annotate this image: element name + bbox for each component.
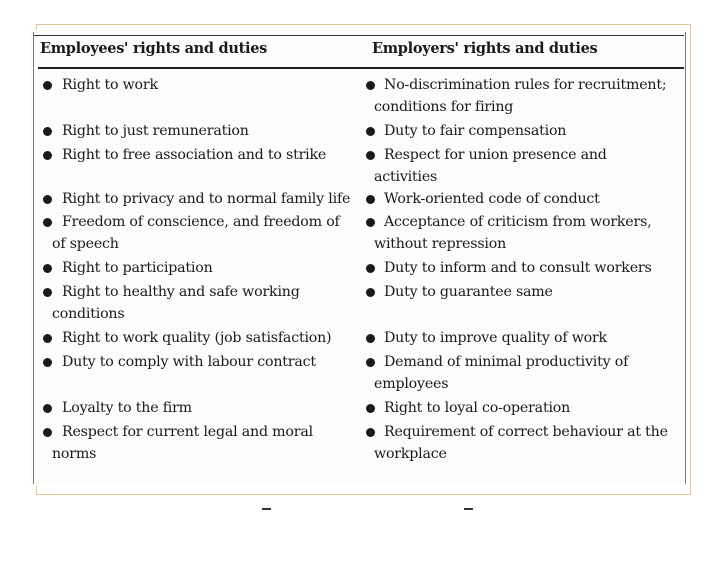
right-list-item-text: Duty to guarantee same xyxy=(384,284,553,300)
right-list-item-text: Respect for union presence and xyxy=(384,147,607,163)
bullet-icon xyxy=(366,81,375,90)
bullet-icon xyxy=(43,218,52,227)
left-list-item-text: Freedom of conscience, and freedom of xyxy=(62,214,340,230)
table-top-rule xyxy=(34,35,684,36)
bullet-icon xyxy=(366,264,375,273)
right-list-item xyxy=(384,397,570,419)
right-list-item xyxy=(374,211,652,255)
left-list-item xyxy=(52,421,313,465)
bullet-icon xyxy=(366,151,375,160)
right-list-item xyxy=(374,144,607,188)
left-list-item xyxy=(62,351,316,373)
bullet-icon xyxy=(366,358,375,367)
left-column-header: Employees' rights and duties xyxy=(40,40,267,57)
right-column-header: Employers' rights and duties xyxy=(372,40,598,57)
table-left-border xyxy=(33,32,34,484)
bullet-icon xyxy=(366,428,375,437)
right-list-item-text: without repression xyxy=(374,236,507,252)
scanned-table xyxy=(30,30,688,486)
right-list-item-text: employees xyxy=(374,376,449,392)
left-list-item-text: norms xyxy=(52,446,97,462)
bullet-icon xyxy=(43,428,52,437)
left-list-item-text: Duty to comply with labour contract xyxy=(62,354,316,370)
left-list-item xyxy=(62,257,213,279)
left-list-item xyxy=(62,74,158,96)
left-list-item xyxy=(62,144,326,166)
left-list-item-text: Right to participation xyxy=(62,260,213,276)
right-list-item-text: Duty to inform and to consult workers xyxy=(384,260,652,276)
bullet-icon xyxy=(43,127,52,136)
right-list-item-text: Demand of minimal productivity of xyxy=(384,354,629,370)
right-list-item-text: conditions for firing xyxy=(374,99,514,115)
right-list-item xyxy=(374,74,667,118)
right-list-item-text: Work-oriented code of conduct xyxy=(384,191,600,207)
right-list-item-text: Duty to improve quality of work xyxy=(384,330,607,346)
left-list-item xyxy=(52,281,300,325)
right-list-item xyxy=(384,327,607,349)
left-list-item xyxy=(62,120,249,142)
bullet-icon xyxy=(366,404,375,413)
scan-mark xyxy=(464,508,473,510)
left-list-item-text: Right to work xyxy=(62,77,158,93)
left-list-item-text: Respect for current legal and moral xyxy=(62,424,313,440)
bullet-icon xyxy=(43,81,52,90)
right-list-item xyxy=(374,421,668,465)
left-list-item-text: Right to healthy and safe working xyxy=(62,284,300,300)
left-list-item-text: conditions xyxy=(52,306,125,322)
bullet-icon xyxy=(366,288,375,297)
left-list-item xyxy=(62,397,192,419)
bullet-icon xyxy=(366,127,375,136)
right-list-item-text: No-discrimination rules for recruitment; xyxy=(384,77,667,93)
table-header-rule xyxy=(38,67,684,69)
left-list-item xyxy=(62,188,350,210)
bullet-icon xyxy=(43,195,52,204)
bullet-icon xyxy=(366,218,375,227)
left-list-item-text: Right to just remuneration xyxy=(62,123,249,139)
slide-frame-bottom xyxy=(36,494,691,495)
left-list-item-text: Right to privacy and to normal family life xyxy=(62,191,351,207)
right-list-item-text: Acceptance of criticism from workers, xyxy=(384,214,652,230)
right-list-item-text: Right to loyal co-operation xyxy=(384,400,571,416)
bullet-icon xyxy=(43,151,52,160)
left-list-item-text: of speech xyxy=(52,236,119,252)
bullet-icon xyxy=(43,334,52,343)
left-list-item-text: Right to work quality (job satisfaction) xyxy=(62,330,332,346)
bullet-icon xyxy=(43,264,52,273)
right-list-item-text: activities xyxy=(374,169,438,185)
scan-mark xyxy=(262,508,271,510)
table-right-border xyxy=(685,32,686,484)
left-list-item-text: Right to free association and to strike xyxy=(62,147,327,163)
right-list-item-text: workplace xyxy=(374,446,447,462)
right-list-item xyxy=(384,188,600,210)
bullet-icon xyxy=(366,195,375,204)
left-list-item-text: Loyalty to the firm xyxy=(62,400,192,416)
right-list-item-text: Duty to fair compensation xyxy=(384,123,567,139)
right-list-item xyxy=(374,351,629,395)
right-list-item xyxy=(384,281,553,303)
right-list-item xyxy=(384,120,566,142)
slide-frame-top xyxy=(36,24,691,25)
right-list-item xyxy=(384,257,652,279)
left-list-item xyxy=(62,327,331,349)
bullet-icon xyxy=(43,404,52,413)
left-list-item xyxy=(52,211,340,255)
bullet-icon xyxy=(43,288,52,297)
right-list-item-text: Requirement of correct behaviour at the xyxy=(384,424,668,440)
bullet-icon xyxy=(366,334,375,343)
bullet-icon xyxy=(43,358,52,367)
slide-frame-right xyxy=(690,24,691,494)
